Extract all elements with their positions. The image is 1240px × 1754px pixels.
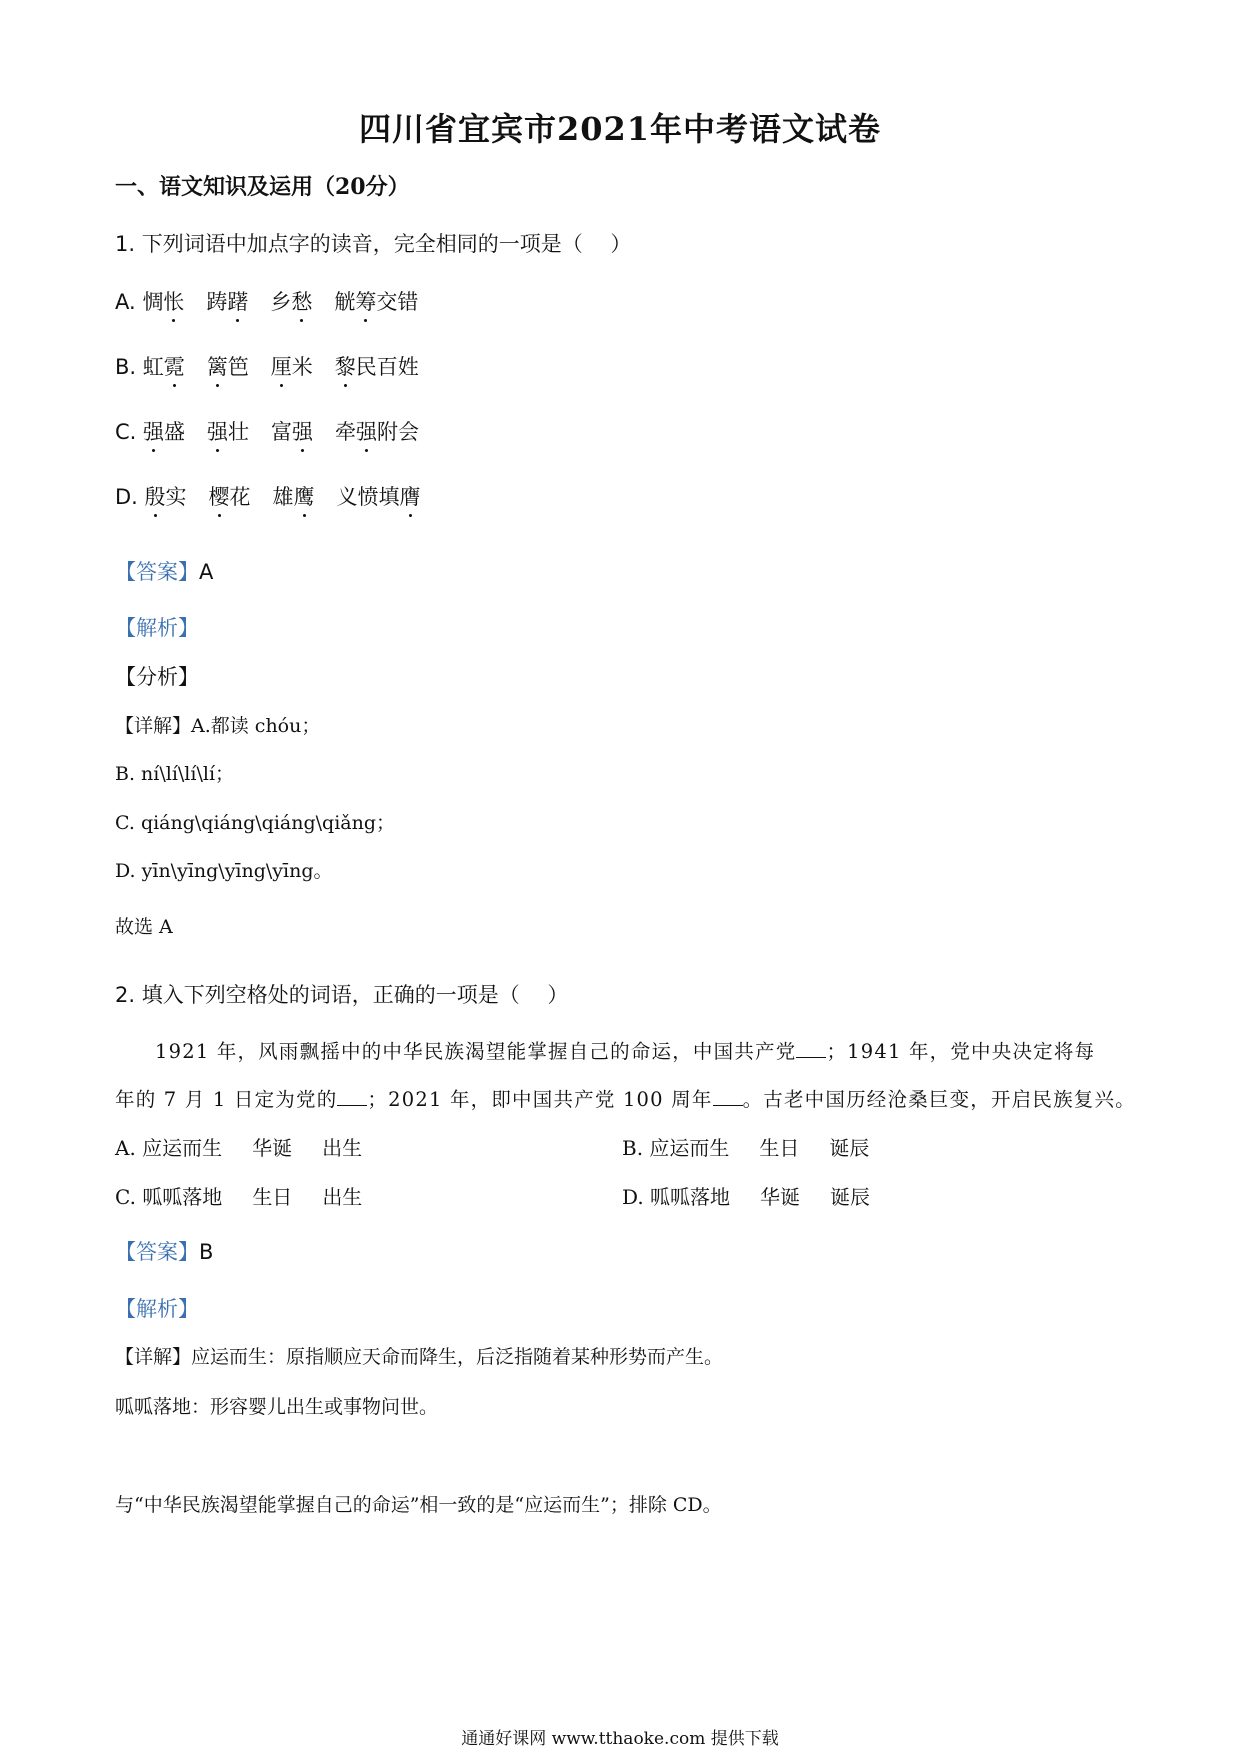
option-word: 强壮: [207, 416, 249, 446]
option-label: A.: [115, 1136, 136, 1160]
option-word: 出生: [322, 1185, 363, 1209]
answer-value: A: [199, 560, 214, 584]
option-word: 生日: [252, 1185, 293, 1209]
page-title: 四川省宜宾市2021年中考语文试卷: [358, 110, 882, 148]
question-1-fenxi: 【分析】: [115, 665, 199, 689]
blank-3: [713, 1087, 743, 1106]
question-2-option-c: [115, 1181, 392, 1210]
option-word: 黎民百姓: [335, 351, 419, 381]
option-word: 樱花: [209, 481, 251, 511]
blank-1: [796, 1039, 826, 1058]
question-2-passage-line-2: [115, 1084, 1136, 1112]
option-word: 富强: [271, 416, 313, 446]
option-word: 诞辰: [830, 1185, 871, 1209]
section-heading: 一、语文知识及运用（20分）: [115, 174, 410, 200]
question-1-detail: 【详解】A.都读 chóu；: [115, 715, 321, 737]
option-word: 强盛: [143, 416, 185, 446]
question-1-analysis-tag: [115, 612, 199, 642]
option-word: 呱呱落地: [650, 1185, 731, 1209]
option-word: 牵强附会: [335, 416, 419, 446]
question-1-option-a: [115, 286, 418, 316]
option-word: 觥筹交错: [334, 286, 418, 316]
question-2-analysis-tag: [115, 1293, 199, 1323]
option-word: 义愤填膺: [337, 481, 421, 511]
analysis-tag: 【解析】: [115, 1297, 199, 1321]
question-1-line-b: B. ní\lí\lí\lí；: [115, 763, 235, 785]
passage-text: ；1941 年，党中央决定将每: [826, 1040, 1096, 1063]
option-word: 乡愁: [270, 286, 312, 316]
analysis-tag: 【解析】: [115, 616, 199, 640]
option-word: 篱笆: [207, 351, 249, 381]
question-2-option-d: [622, 1181, 900, 1210]
option-word: 出生: [322, 1136, 363, 1160]
question-2-answer: [115, 1236, 213, 1266]
option-word: 华诞: [252, 1136, 293, 1160]
answer-tag: 【答案】: [115, 1240, 199, 1264]
option-word: 华诞: [760, 1185, 801, 1209]
option-word: 应运而生: [142, 1136, 223, 1160]
blank-2: [337, 1087, 367, 1106]
question-1-conclusion: 故选 A: [115, 916, 173, 938]
question-2-option-b: [622, 1132, 899, 1161]
passage-text: 。古老中国历经沧桑巨变，开启民族复兴。: [742, 1088, 1136, 1111]
option-word: 厘米: [271, 351, 313, 381]
question-1-option-b: [115, 351, 419, 381]
question-1-line-d: D. yīn\yīng\yīng\yīng。: [115, 860, 333, 882]
option-word: 虹霓: [143, 351, 185, 381]
option-label: B.: [622, 1136, 644, 1160]
question-2-stem: 2. 填入下列空格处的词语，正确的一项是（ ）: [115, 983, 569, 1007]
option-word: 雄鹰: [273, 481, 315, 511]
option-label: D.: [115, 485, 138, 509]
question-1-option-c: [115, 416, 419, 446]
page-footer: 通通好课网 www.tthaoke.com 提供下载: [461, 1729, 779, 1749]
option-word: 呱呱落地: [142, 1185, 223, 1209]
question-1-option-d: [115, 481, 421, 511]
option-word: 应运而生: [649, 1136, 730, 1160]
option-label: C.: [115, 420, 137, 444]
question-2-detail: 【详解】应运而生：原指顺应天命而降生，后泛指随着某种形势而产生。: [115, 1346, 724, 1368]
question-1-line-c: C. qiáng\qiáng\qiáng\qiǎng；: [115, 812, 396, 834]
question-2-line-3: 与“中华民族渴望能掌握自己的命运”相一致的是“应运而生”；排除 CD。: [115, 1494, 722, 1516]
question-2-option-a: [115, 1132, 392, 1161]
answer-value: B: [199, 1240, 214, 1264]
passage-text: ；2021 年，即中国共产党 100 周年: [367, 1088, 713, 1111]
option-word: 殷实: [145, 481, 187, 511]
option-word: 诞辰: [829, 1136, 870, 1160]
question-2-passage-line-1: [155, 1036, 1095, 1064]
option-word: 生日: [759, 1136, 800, 1160]
question-1-stem: 1. 下列词语中加点字的读音，完全相同的一项是（ ）: [115, 232, 632, 256]
option-label: C.: [115, 1185, 136, 1209]
passage-text: 1921 年，风雨飘摇中的中华民族渴望能掌握自己的命运，中国共产党: [155, 1040, 797, 1063]
question-2-line-2: 呱呱落地：形容婴儿出生或事物问世。: [115, 1396, 439, 1418]
question-1-answer: [115, 556, 213, 586]
passage-text: 年的 7 月 1 日定为党的: [115, 1088, 338, 1111]
option-word: 踌躇: [206, 286, 248, 316]
option-word: 惆怅: [142, 286, 184, 316]
option-label: A.: [115, 290, 136, 314]
option-label: B.: [115, 355, 137, 379]
option-label: D.: [622, 1185, 644, 1209]
answer-tag: 【答案】: [115, 560, 199, 584]
